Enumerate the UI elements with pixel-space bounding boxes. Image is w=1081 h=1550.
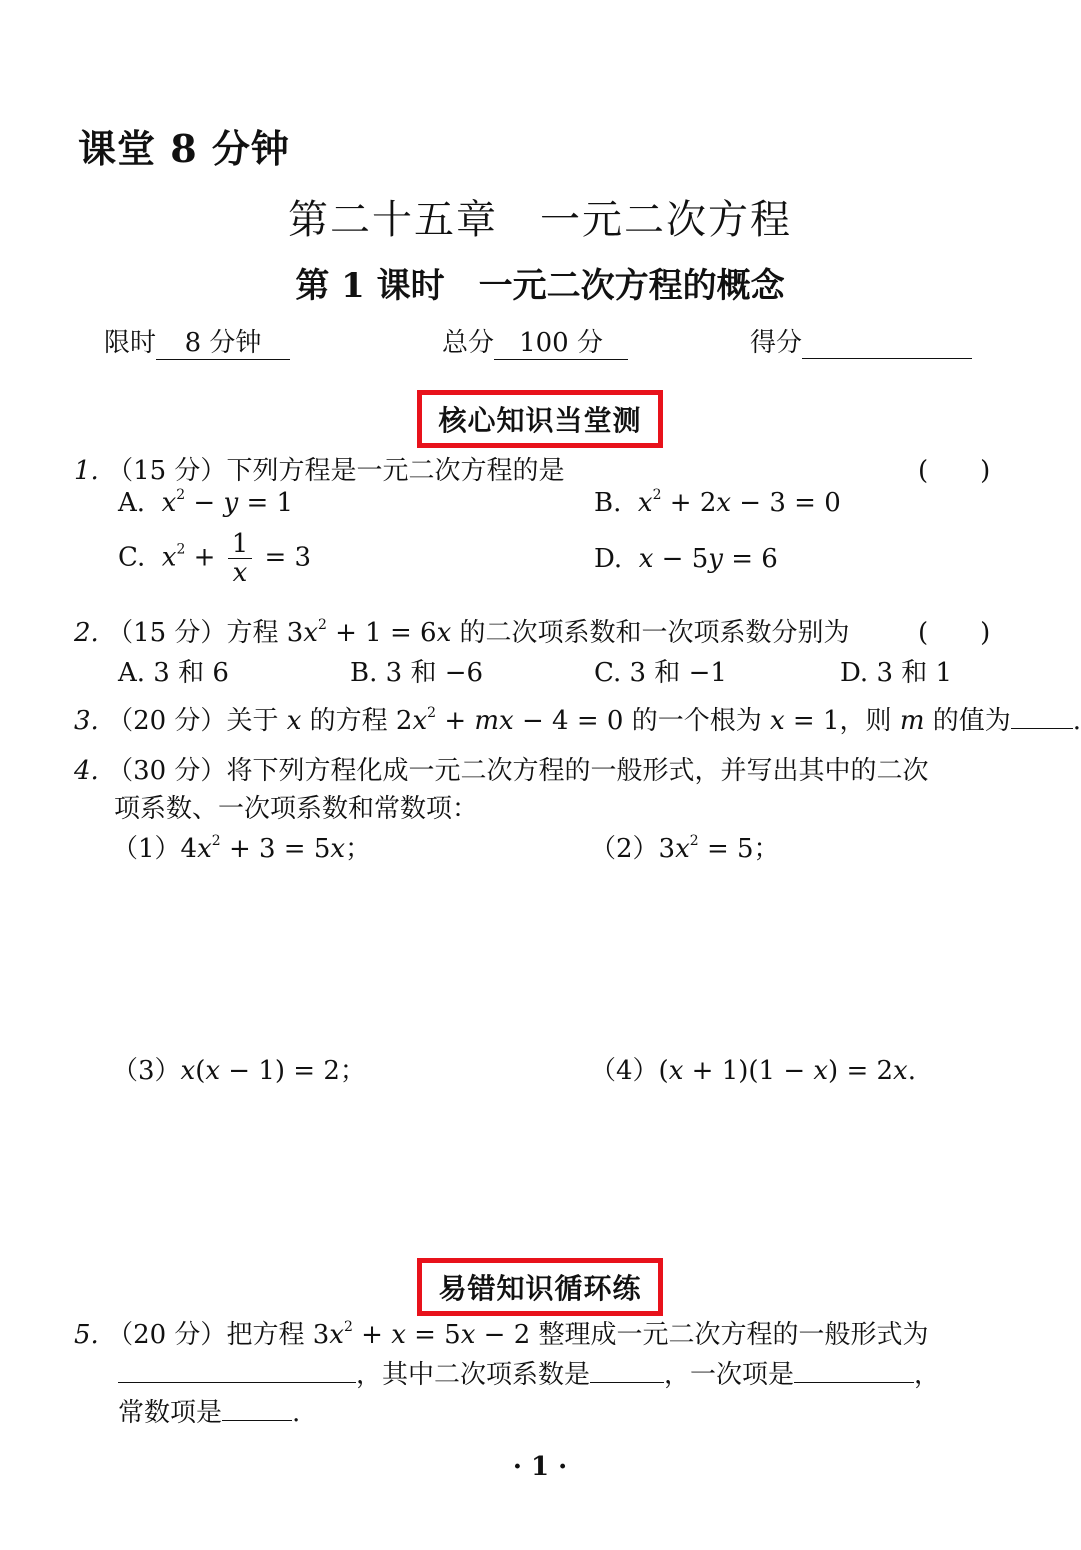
total-score-value: 100 分 bbox=[494, 322, 628, 360]
q1-answer-paren[interactable]: ( ) bbox=[918, 456, 991, 486]
q1-option-a[interactable]: A. $x^2 - y = 1$ bbox=[118, 487, 294, 518]
section-core bbox=[0, 390, 1080, 448]
q3-answer-blank[interactable] bbox=[1011, 704, 1073, 729]
question-5-line2: ，其中二次项系数是 ，一次项是 ， bbox=[118, 1354, 940, 1391]
q1-option-b[interactable]: B. $x^2 + 2x - 3 = 0$ bbox=[594, 487, 841, 518]
q2-option-d[interactable]: D. 3 和 1 bbox=[840, 658, 953, 688]
lesson-title: 第 1 课时 一元二次方程的概念 bbox=[295, 266, 785, 306]
q5-quadratic-coef-blank[interactable] bbox=[590, 1358, 664, 1383]
question-5-line3: 常数项是 . bbox=[118, 1398, 301, 1428]
question-4: 4. （30 分）将下列方程化成一元二次方程的一般形式，并写出其中的二次 bbox=[74, 756, 929, 786]
question-2: 2. （15 分）方程 $3x^2 + 1 = 6x$ 的二次项系数和一次项系数分别为 bbox=[74, 617, 850, 648]
question-4-line2: 项系数、一次项系数和常数项： bbox=[114, 794, 479, 824]
q5-constant-blank[interactable] bbox=[222, 1396, 292, 1421]
brand-title: 课堂 8 分钟 bbox=[78, 126, 290, 171]
question-1: 1. （15 分）下列方程是一元二次方程的是 bbox=[74, 456, 565, 486]
time-limit: 限时 8 分钟 bbox=[104, 322, 290, 360]
q1-option-c[interactable]: C. $x^2$ + $\frac{1}{x}$ = 3 bbox=[118, 529, 312, 588]
score-field: 得分 bbox=[750, 322, 972, 359]
q2-answer-paren[interactable]: ( ) bbox=[918, 618, 991, 648]
q5-linear-term-blank[interactable] bbox=[794, 1358, 914, 1383]
chapter-title: 第二十五章 一元二次方程 bbox=[288, 197, 792, 243]
q4-sub-1: $(1)4x^2 + 3 = 5x$； bbox=[112, 833, 372, 864]
time-limit-value: 8 分钟 bbox=[156, 322, 290, 360]
question-5: 5. （20 分）把方程 $3x^2 + x = 5x - 2$ 整理成一元二次方程的一般形式为 bbox=[74, 1319, 929, 1350]
section-error-prone-label: 易错知识循环练 bbox=[417, 1258, 662, 1316]
q4-sub-4: （4）(x + 1)(1 − x) = 2x. bbox=[590, 1056, 916, 1086]
section-core-label: 核心知识当堂测 bbox=[417, 390, 662, 448]
question-3: 3. （20 分）关于 x 的方程 $2x^2$ + mx − 4 = 0 的一个根为 x = 1，则 m 的值为 . bbox=[74, 705, 1081, 736]
fraction: $\frac{1}{x}$ bbox=[228, 530, 253, 587]
score-blank[interactable] bbox=[802, 328, 972, 359]
page-number: · 1 · bbox=[512, 1452, 568, 1482]
q2-option-a[interactable]: A. 3 和 6 bbox=[118, 658, 229, 688]
q4-sub-3: （3）x(x − 1) = 2； bbox=[112, 1056, 366, 1086]
q4-sub-2: $(2)3x^2 = 5$； bbox=[590, 833, 780, 864]
section-error-prone bbox=[0, 1258, 1080, 1316]
q2-option-c[interactable]: C. 3 和 −1 bbox=[594, 658, 727, 688]
total-score: 总分 100 分 bbox=[442, 322, 628, 360]
q2-option-b[interactable]: B. 3 和 −6 bbox=[350, 658, 484, 688]
q1-option-d[interactable]: D. x − 5y = 6 bbox=[594, 544, 778, 574]
q5-general-form-blank[interactable] bbox=[118, 1358, 356, 1383]
